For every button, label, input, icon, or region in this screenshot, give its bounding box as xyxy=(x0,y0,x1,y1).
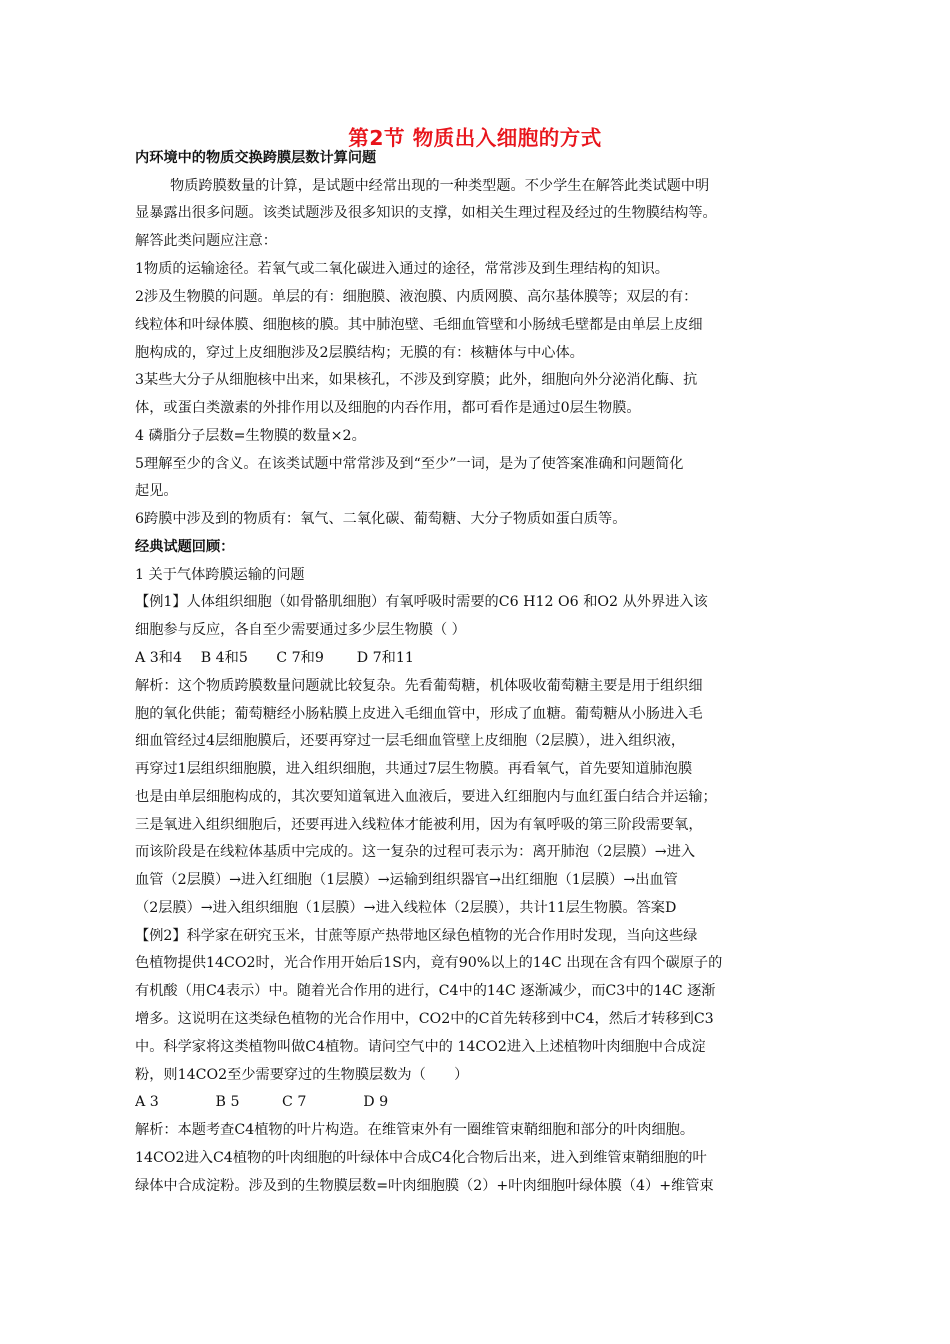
paragraph-line: 解答此类问题应注意： xyxy=(135,233,277,249)
paragraph-line: 粉，则14CO2至少需要穿过的生物膜层数为（ ） xyxy=(135,1067,469,1083)
paragraph-line: （2层膜）→进入组织细胞（1层膜）→进入线粒体（2层膜），共计11层生物膜。答案D xyxy=(135,900,677,916)
paragraph-line: 血管（2层膜）→进入红细胞（1层膜）→运输到组织器官→出红细胞（1层膜）→出血管 xyxy=(135,872,678,888)
page-title: 第2节 物质出入细胞的方式 xyxy=(348,126,602,150)
paragraph-line: 色植物提供14CO2时，光合作用开始后1S内，竟有90%以上的14C 出现在含有四个碳原子的 xyxy=(135,955,723,971)
paragraph-line: 14CO2进入C4植物的叶肉细胞的叶绿体中合成C4化合物后出来，进入到维管束鞘细胞的叶 xyxy=(135,1150,707,1166)
paragraph-line: 再穿过1层组织细胞膜，进入组织细胞，共通过7层生物膜。再看氧气，首先要知道肺泡膜 xyxy=(135,761,693,777)
paragraph-line: 而该阶段是在线粒体基质中完成的。这一复杂的过程可表示为：离开肺泡（2层膜）→进入 xyxy=(135,844,696,860)
paragraph-line: 物质跨膜数量的计算，是试题中经常出现的一种类型题。不少学生在解答此类试题中明 xyxy=(170,178,710,194)
paragraph-line: 线粒体和叶绿体膜、细胞核的膜。其中肺泡壁、毛细血管壁和小肠绒毛壁都是由单层上皮细 xyxy=(135,317,703,333)
paragraph-line: 1物质的运输途径。若氧气或二氧化碳进入通过的途径，常常涉及到生理结构的知识。 xyxy=(135,261,669,277)
paragraph-line: 细血管经过4层细胞膜后，还要再穿过一层毛细血管壁上皮细胞（2层膜），进入组织液， xyxy=(135,733,686,749)
paragraph-line: 起见。 xyxy=(135,483,178,499)
section-heading: 经典试题回顾： xyxy=(135,539,235,555)
paragraph-line: 三是氧进入组织细胞后，还要再进入线粒体才能被利用，因为有氧呼吸的第三阶段需要氧， xyxy=(135,817,703,833)
paragraph-line: 增多。这说明在这类绿色植物的光合作用中，CO2中的C首先转移到中C4，然后才转移到C3 xyxy=(135,1011,714,1027)
paragraph-line: 中。科学家将这类植物叫做C4植物。请问空气中的 14CO2进入上述植物叶肉细胞中合成淀 xyxy=(135,1039,706,1055)
paragraph-line: 胞构成的，穿过上皮细胞涉及2层膜结构；无膜的有：核糖体与中心体。 xyxy=(135,345,584,361)
paragraph-line: 体，或蛋白类激素的外排作用以及细胞的内吞作用，都可看作是通过0层生物膜。 xyxy=(135,400,641,416)
paragraph-line: 细胞参与反应，各自至少需要通过多少层生物膜（ ） xyxy=(135,622,466,638)
paragraph-line: 6跨膜中涉及到的物质有：氧气、二氧化碳、葡萄糖、大分子物质如蛋白质等。 xyxy=(135,511,627,527)
paragraph-line: 2涉及生物膜的问题。单层的有：细胞膜、液泡膜、内质网膜、高尔基体膜等；双层的有： xyxy=(135,289,698,305)
answer-options: A 3 B 5 C 7 D 9 xyxy=(135,1094,389,1110)
paragraph-line: 4 磷脂分子层数=生物膜的数量×2。 xyxy=(135,428,366,444)
paragraph-line: 解析：这个物质跨膜数量问题就比较复杂。先看葡萄糖，机体吸收葡萄糖主要是用于组织细 xyxy=(135,678,703,694)
answer-options: A 3和4 B 4和5 C 7和9 D 7和11 xyxy=(135,650,414,666)
paragraph-line: 【例2】科学家在研究玉米，甘蔗等原产热带地区绿色植物的光合作用时发现，当向这些绿 xyxy=(135,928,698,944)
paragraph-line: 也是由单层细胞构成的，其次要知道氧进入血液后，要进入红细胞内与血红蛋白结合并运输； xyxy=(135,789,717,805)
paragraph-line: 1 关于气体跨膜运输的问题 xyxy=(135,567,305,583)
paragraph-line: 胞的氧化供能；葡萄糖经小肠粘膜上皮进入毛细血管中，形成了血糖。葡萄糖从小肠进入毛 xyxy=(135,706,703,722)
paragraph-line: 5理解至少的含义。在该类试题中常常涉及到“至少”一词，是为了使答案准确和问题简化 xyxy=(135,456,684,472)
paragraph-line: 3某些大分子从细胞核中出来，如果核孔，不涉及到穿膜；此外，细胞向外分泌消化酶、抗 xyxy=(135,372,698,388)
paragraph-line: 绿体中合成淀粉。涉及到的生物膜层数=叶肉细胞膜（2）+叶肉细胞叶绿体膜（4）+维管束 xyxy=(135,1178,714,1194)
paragraph-line: 有机酸（用C4表示）中。随着光合作用的进行，C4中的14C 逐渐减少，而C3中的14C 逐渐 xyxy=(135,983,716,999)
section-heading: 内环境中的物质交换跨膜层数计算问题 xyxy=(135,150,377,166)
paragraph-line: 【例1】人体组织细胞（如骨骼肌细胞）有氧呼吸时需要的C6 H12 O6 和O2 从外界进入该 xyxy=(135,594,708,610)
paragraph-line: 解析：本题考查C4植物的叶片构造。在维管束外有一圈维管束鞘细胞和部分的叶肉细胞。 xyxy=(135,1122,695,1138)
paragraph-line: 显暴露出很多问题。该类试题涉及很多知识的支撑，如相关生理过程及经过的生物膜结构等。 xyxy=(135,205,717,221)
